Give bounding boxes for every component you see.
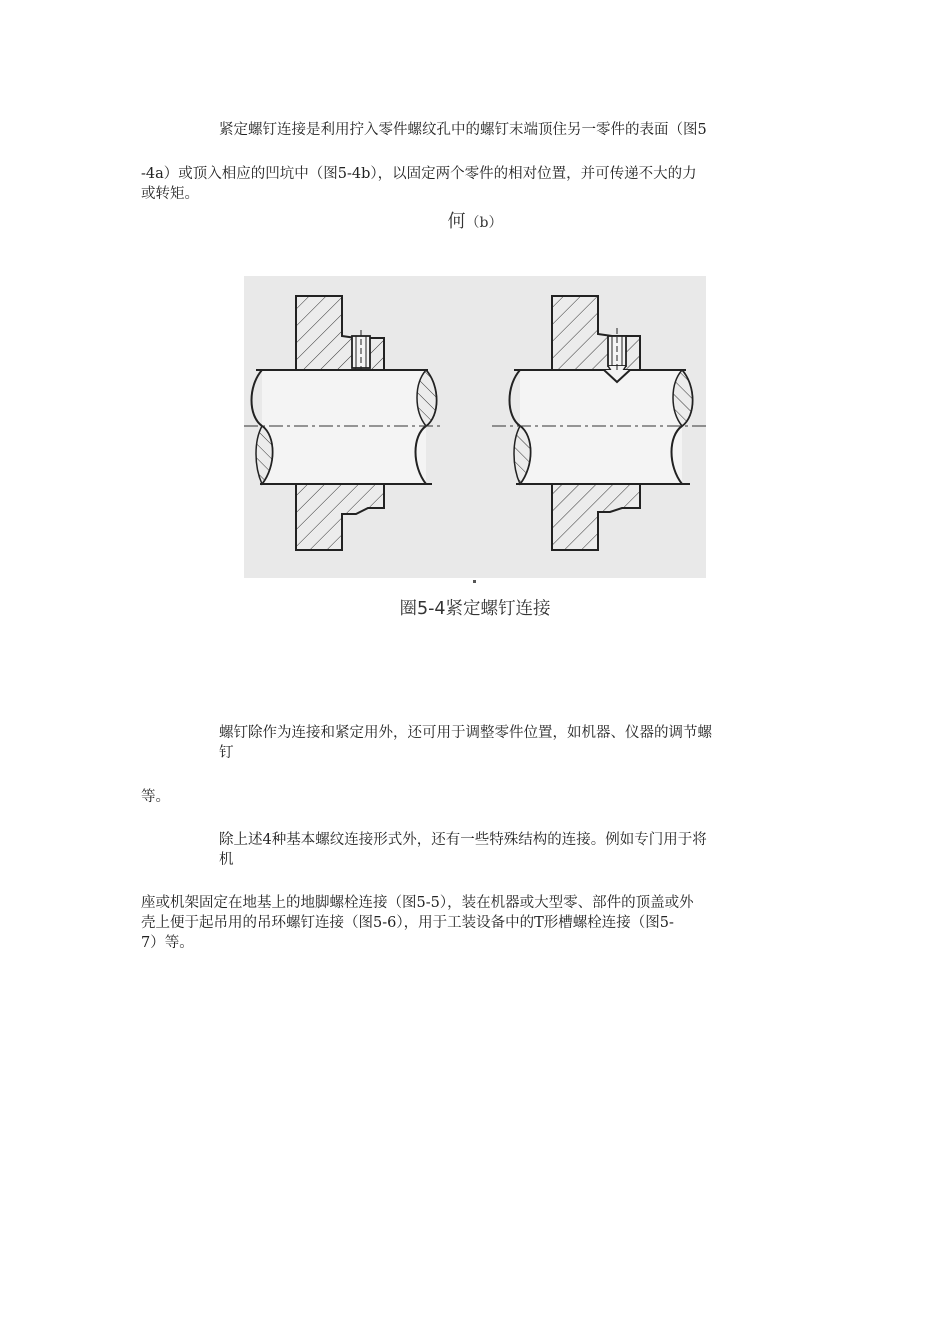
set-screw-drawing <box>244 276 706 578</box>
paragraph3-line5: 7）等。 <box>141 935 194 951</box>
figure-caption: 圈5-4紧定螺钉连接 <box>399 599 551 619</box>
set-screw-figure <box>244 276 706 578</box>
paragraph2-line1: 螺钉除作为连接和紧定用外，还可用于调整零件位置，如机器、仪器的调节螺 <box>219 725 712 741</box>
paragraph1-line1: 紧定螺钉连接是利用拧入零件螺纹孔中的螺钉末端顶住另一零件的表面（图5 <box>219 122 707 138</box>
paragraph3-line1: 除上述4种基本螺纹连接形式外，还有一些特殊结构的连接。例如专门用于将 <box>219 832 707 848</box>
drawing-a <box>244 296 444 550</box>
paragraph3-line3: 座或机架固定在地基上的地脚螺栓连接（图5-5），装在机器或大型零、部件的顶盖或外 <box>141 895 694 911</box>
paragraph3-line2: 机 <box>219 852 234 868</box>
paragraph2-line2: 钉 <box>219 745 234 761</box>
paragraph3-line4: 壳上便于起吊用的吊环螺钉连接（图5-6），用于工装设备中的T形槽螺栓连接（图5- <box>141 915 674 931</box>
paragraph1-line3: 或转矩。 <box>141 186 199 202</box>
figure-top-caption-main: 何 <box>447 211 466 232</box>
figure-marker <box>473 580 476 583</box>
figure-top-caption <box>0 210 950 235</box>
paragraph2-line3: 等。 <box>141 789 170 805</box>
paragraph1-line2: -4a）或顶入相应的凹坑中（图5-4b），以固定两个零件的相对位置，并可传递不大的力 <box>141 166 697 182</box>
figure-top-caption-sub: （b） <box>465 215 503 231</box>
drawing-b <box>492 296 706 550</box>
